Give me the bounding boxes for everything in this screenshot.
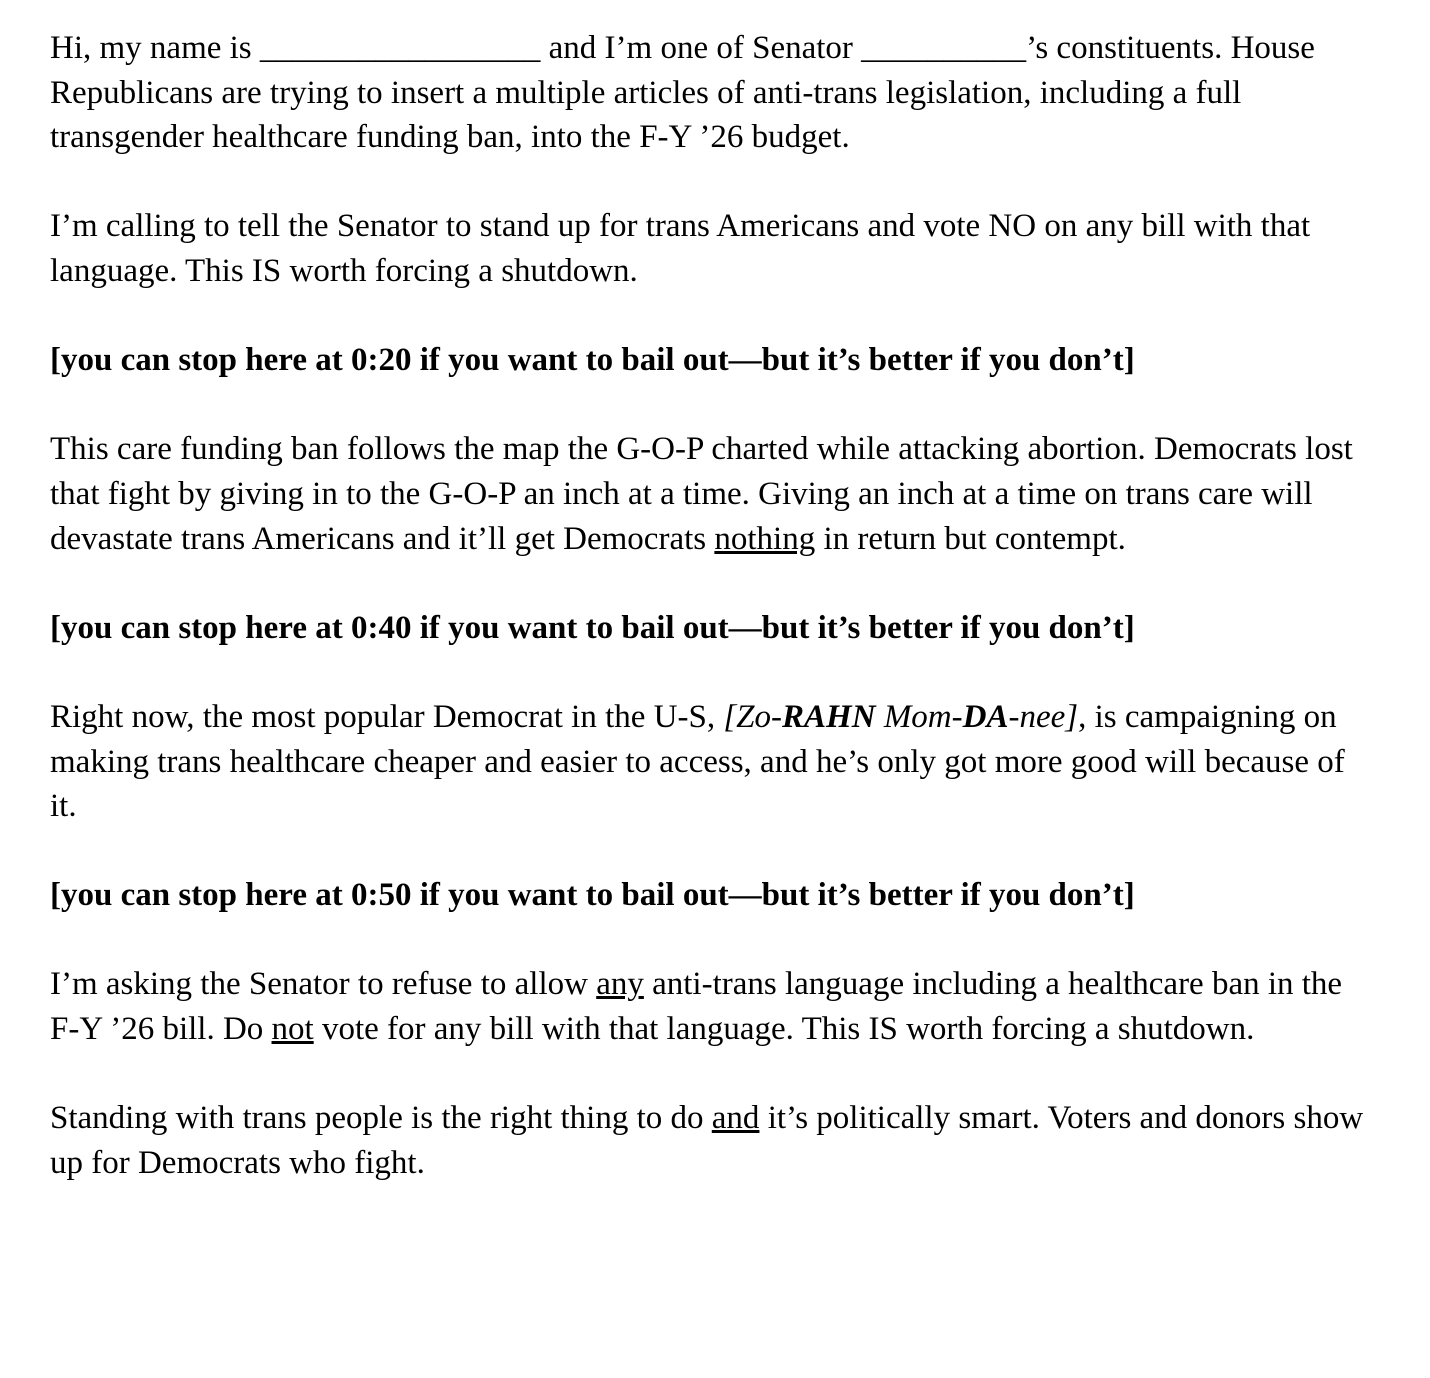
bailout-note-040 — [50, 606, 1366, 651]
intro — [50, 26, 1366, 160]
text-run: anti-trans language including a healthcare ban in the F-Y ’26 bill. Do — [50, 966, 1343, 1048]
bailout-note-050 — [50, 873, 1366, 918]
text-run: and I’m one of Senator — [540, 30, 862, 66]
text-run: not — [271, 1011, 314, 1048]
popular-democrat — [50, 695, 1366, 829]
text-run: any — [596, 966, 644, 1003]
text-run: [you can stop here at 0:50 if you want to bail out—but it’s better if you don’t] — [50, 877, 1135, 914]
asking-refuse — [50, 962, 1366, 1051]
text-run: ’s constituents. House Republicans are trying to insert a multiple articles of anti-trans legislation, including a full transgender healthcare funding ban, into the F-Y ’26 budget. — [50, 30, 1315, 156]
text-run: RAHN — [782, 698, 876, 735]
text-run: [Zo- — [723, 698, 783, 735]
text-run: DA — [962, 698, 1009, 735]
bailout-note-020 — [50, 338, 1366, 383]
text-run: , is campaigning on making trans healthcare cheaper and easier to access, and he’s only got more good will because of it. — [50, 698, 1345, 825]
text-run: Standing with trans people is the right thing to do — [50, 1100, 712, 1137]
text-run: This care funding ban follows the map the G-O-P charted while attacking abortion. Democrats lost that fight by giving in to the G-O-P an inch at a time. Giving an inch at a time on trans care will devastate trans Americans and it’ll get Democrats — [50, 431, 1353, 557]
standing-with — [50, 1096, 1366, 1185]
text-run: Hi, my name is — [50, 30, 260, 66]
call-script-body — [50, 26, 1366, 1185]
caller-name-blank: _________________ — [259, 30, 541, 66]
text-run: I’m asking the Senator to refuse to allow — [50, 966, 597, 1003]
text-run: I’m calling to tell the Senator to stand up for trans Americans and vote NO on any bill with that language. This IS worth forcing a shutdown. — [50, 208, 1311, 289]
text-run: nothing — [714, 520, 816, 557]
text-run: [you can stop here at 0:20 if you want to bail out—but it’s better if you don’t] — [50, 342, 1135, 379]
text-run: in return but contempt. — [815, 520, 1126, 557]
calling-to-tell — [50, 204, 1366, 293]
text-run: -nee] — [1008, 698, 1079, 735]
senator-name-blank: __________ — [861, 30, 1027, 66]
text-run: Mom- — [875, 698, 963, 735]
text-run: and — [711, 1100, 760, 1137]
text-run: [you can stop here at 0:40 if you want to bail out—but it’s better if you don’t] — [50, 609, 1135, 646]
gop-map — [50, 427, 1366, 561]
text-run: vote for any bill with that language. This IS worth forcing a shutdown. — [313, 1011, 1255, 1048]
text-run: Right now, the most popular Democrat in the U-S, — [50, 698, 724, 735]
text-run: it’s politically smart. Voters and donors show up for Democrats who fight. — [50, 1100, 1364, 1181]
